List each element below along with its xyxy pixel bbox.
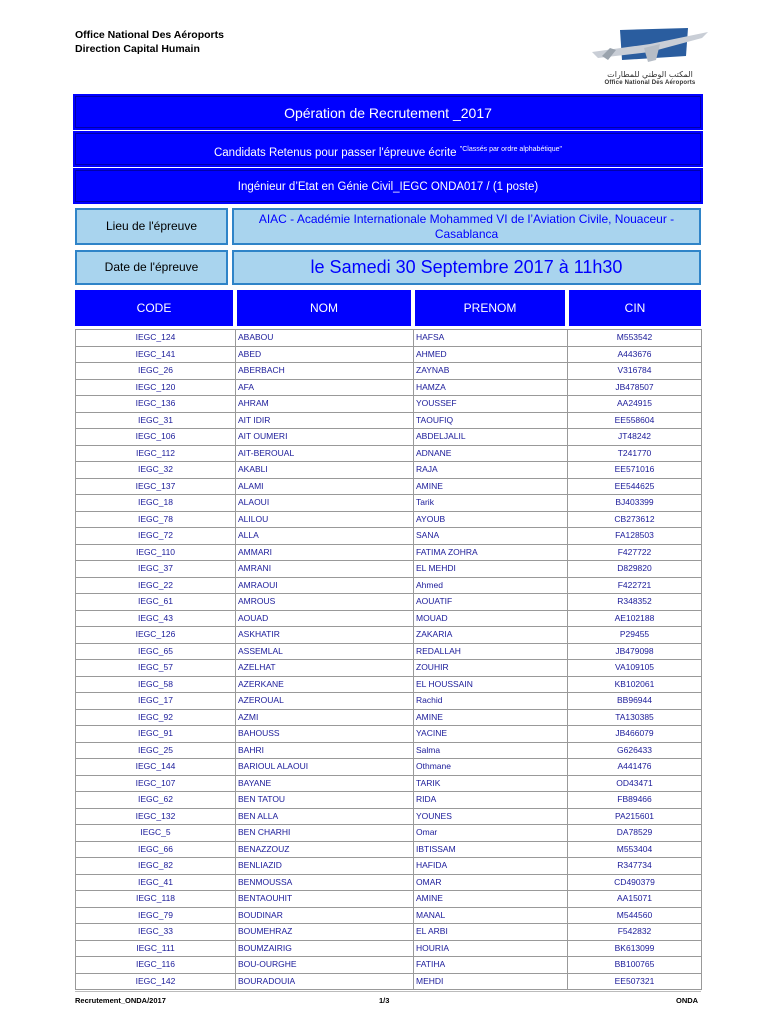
cell-prenom: SANA: [414, 528, 568, 545]
table-row: [76, 330, 702, 347]
cell-cin: F542832: [568, 924, 702, 941]
cell-prenom: YOUNES: [414, 808, 568, 825]
cell-nom: BEN ALLA: [236, 808, 414, 825]
cell-cin: F422721: [568, 577, 702, 594]
cell-code: IEGC_120: [76, 379, 236, 396]
cell-prenom: AYOUB: [414, 511, 568, 528]
cell-code: IEGC_18: [76, 495, 236, 512]
cell-nom: BOUMZAIRIG: [236, 940, 414, 957]
table-row: [76, 858, 702, 875]
cell-prenom: HAFIDA: [414, 858, 568, 875]
table-row: [76, 676, 702, 693]
cell-nom: BENLIAZID: [236, 858, 414, 875]
cell-prenom: IBTISSAM: [414, 841, 568, 858]
cell-prenom: ZOUHIR: [414, 660, 568, 677]
cell-cin: JB479098: [568, 643, 702, 660]
cell-nom: ASKHATIR: [236, 627, 414, 644]
cell-code: IEGC_142: [76, 973, 236, 990]
cell-cin: EE544625: [568, 478, 702, 495]
table-row: [76, 940, 702, 957]
table-row: [76, 511, 702, 528]
table-row: [76, 561, 702, 578]
cell-cin: CD490379: [568, 874, 702, 891]
cell-nom: AMRAOUI: [236, 577, 414, 594]
cell-prenom: ZAKARIA: [414, 627, 568, 644]
cell-cin: AE102188: [568, 610, 702, 627]
table-row: [76, 759, 702, 776]
cell-code: IEGC_26: [76, 363, 236, 380]
cell-nom: AZEROUAL: [236, 693, 414, 710]
cell-cin: M553404: [568, 841, 702, 858]
cell-code: IEGC_62: [76, 792, 236, 809]
footer-reference: Recrutement_ONDA/2017: [75, 996, 166, 1005]
table-row: [76, 495, 702, 512]
table-row: [76, 726, 702, 743]
cell-nom: BEN CHARHI: [236, 825, 414, 842]
cell-nom: ALILOU: [236, 511, 414, 528]
cell-nom: AOUAD: [236, 610, 414, 627]
cell-code: IEGC_106: [76, 429, 236, 446]
cell-code: IEGC_124: [76, 330, 236, 347]
cell-code: IEGC_43: [76, 610, 236, 627]
cell-code: IEGC_116: [76, 957, 236, 974]
cell-prenom: AMINE: [414, 891, 568, 908]
header-nom: NOM: [237, 290, 411, 326]
cell-cin: CB273612: [568, 511, 702, 528]
cell-prenom: MANAL: [414, 907, 568, 924]
airplane-logo-icon: [590, 26, 710, 70]
cell-code: IEGC_82: [76, 858, 236, 875]
cell-prenom: HOURIA: [414, 940, 568, 957]
cell-prenom: TARIK: [414, 775, 568, 792]
cell-nom: BAHRI: [236, 742, 414, 759]
cell-code: IEGC_22: [76, 577, 236, 594]
table-row: [76, 874, 702, 891]
logo-french-text: Office National Des Aéroports: [604, 80, 696, 86]
footer-divider: [75, 991, 701, 992]
cell-code: IEGC_79: [76, 907, 236, 924]
cell-cin: OD43471: [568, 775, 702, 792]
cell-cin: JB478507: [568, 379, 702, 396]
cell-nom: BAYANE: [236, 775, 414, 792]
cell-cin: A441476: [568, 759, 702, 776]
table-row: [76, 973, 702, 990]
cell-cin: PA215601: [568, 808, 702, 825]
cell-code: IEGC_92: [76, 709, 236, 726]
cell-prenom: REDALLAH: [414, 643, 568, 660]
table-row: [76, 379, 702, 396]
cell-nom: AHRAM: [236, 396, 414, 413]
cell-nom: AMROUS: [236, 594, 414, 611]
cell-code: IEGC_111: [76, 940, 236, 957]
cell-nom: AIT IDIR: [236, 412, 414, 429]
table-row: [76, 841, 702, 858]
table-row: [76, 643, 702, 660]
cell-cin: JB466079: [568, 726, 702, 743]
onda-logo: [590, 26, 710, 84]
table-row: [76, 577, 702, 594]
cell-nom: ALLA: [236, 528, 414, 545]
date-value: le Samedi 30 Septembre 2017 à 11h30: [232, 250, 701, 285]
cell-prenom: TAOUFIQ: [414, 412, 568, 429]
cell-cin: AA24915: [568, 396, 702, 413]
cell-cin: M544560: [568, 907, 702, 924]
cell-nom: AIT-BEROUAL: [236, 445, 414, 462]
cell-prenom: EL HOUSSAIN: [414, 676, 568, 693]
cell-cin: M553542: [568, 330, 702, 347]
org-department: Direction Capital Humain: [75, 43, 200, 55]
cell-code: IEGC_126: [76, 627, 236, 644]
cell-code: IEGC_107: [76, 775, 236, 792]
cell-cin: EE558604: [568, 412, 702, 429]
cell-cin: R348352: [568, 594, 702, 611]
cell-code: IEGC_91: [76, 726, 236, 743]
cell-code: IEGC_5: [76, 825, 236, 842]
table-row: [76, 396, 702, 413]
cell-prenom: FATIMA ZOHRA: [414, 544, 568, 561]
cell-code: IEGC_17: [76, 693, 236, 710]
cell-cin: DA78529: [568, 825, 702, 842]
cell-code: IEGC_32: [76, 462, 236, 479]
cell-nom: BOUDINAR: [236, 907, 414, 924]
table-row: [76, 627, 702, 644]
cell-code: IEGC_137: [76, 478, 236, 495]
cell-code: IEGC_112: [76, 445, 236, 462]
org-name: Office National Des Aéroports: [75, 29, 224, 41]
subtitle-note: "Classés par ordre alphabétique": [459, 146, 563, 153]
header-code: CODE: [75, 290, 233, 326]
cell-prenom: ZAYNAB: [414, 363, 568, 380]
table-row: [76, 478, 702, 495]
cell-nom: AIT OUMERI: [236, 429, 414, 446]
cell-code: IEGC_41: [76, 874, 236, 891]
cell-code: IEGC_78: [76, 511, 236, 528]
cell-cin: BB96944: [568, 693, 702, 710]
cell-nom: AFA: [236, 379, 414, 396]
table-row: [76, 775, 702, 792]
cell-code: IEGC_25: [76, 742, 236, 759]
cell-cin: BJ403399: [568, 495, 702, 512]
cell-code: IEGC_65: [76, 643, 236, 660]
recruitment-title: Opération de Recrutement _2017: [75, 96, 701, 128]
cell-cin: F427722: [568, 544, 702, 561]
cell-code: IEGC_57: [76, 660, 236, 677]
cell-cin: T241770: [568, 445, 702, 462]
table-row: [76, 462, 702, 479]
cell-code: IEGC_118: [76, 891, 236, 908]
cell-cin: BK613099: [568, 940, 702, 957]
lieu-value: AIAC - Académie Internationale Mohammed VI de l’Aviation Civile, Nouaceur - Casablanca: [232, 208, 701, 245]
cell-prenom: OMAR: [414, 874, 568, 891]
cell-nom: AMMARI: [236, 544, 414, 561]
date-label: Date de l'épreuve: [75, 250, 228, 285]
cell-prenom: ADNANE: [414, 445, 568, 462]
cell-cin: P29455: [568, 627, 702, 644]
cell-code: IEGC_31: [76, 412, 236, 429]
subtitle-main: Candidats Retenus pour passer l'épreuve écrite: [213, 146, 460, 159]
cell-cin: VA109105: [568, 660, 702, 677]
cell-nom: AZERKANE: [236, 676, 414, 693]
cell-cin: EE571016: [568, 462, 702, 479]
table-row: [76, 792, 702, 809]
cell-prenom: AHMED: [414, 346, 568, 363]
cell-prenom: HAMZA: [414, 379, 568, 396]
candidates-subtitle: [75, 133, 701, 165]
cell-prenom: Tarik: [414, 495, 568, 512]
cell-nom: ASSEMLAL: [236, 643, 414, 660]
footer-org: ONDA: [676, 996, 699, 1005]
cell-nom: BOUMEHRAZ: [236, 924, 414, 941]
cell-prenom: Salma: [414, 742, 568, 759]
logo-arabic-text: المكتب الوطني للمطارات: [607, 70, 693, 79]
candidates-table: [75, 329, 702, 990]
cell-nom: BENMOUSSA: [236, 874, 414, 891]
cell-code: IEGC_37: [76, 561, 236, 578]
cell-prenom: RIDA: [414, 792, 568, 809]
cell-cin: V316784: [568, 363, 702, 380]
header-cin: CIN: [569, 290, 701, 326]
table-row: [76, 742, 702, 759]
cell-nom: BENAZZOUZ: [236, 841, 414, 858]
cell-nom: ABABOU: [236, 330, 414, 347]
position-title: Ingénieur d’Etat en Génie Civil_IEGC ONDA017 / (1 poste): [75, 170, 701, 202]
cell-code: IEGC_144: [76, 759, 236, 776]
cell-prenom: YACINE: [414, 726, 568, 743]
cell-prenom: YOUSSEF: [414, 396, 568, 413]
cell-cin: R347734: [568, 858, 702, 875]
cell-nom: BEN TATOU: [236, 792, 414, 809]
cell-cin: BB100765: [568, 957, 702, 974]
table-row: [76, 594, 702, 611]
cell-prenom: Rachid: [414, 693, 568, 710]
table-row: [76, 924, 702, 941]
table-row: [76, 891, 702, 908]
cell-cin: FB89466: [568, 792, 702, 809]
cell-cin: FA128503: [568, 528, 702, 545]
cell-cin: D829820: [568, 561, 702, 578]
cell-prenom: EL MEHDI: [414, 561, 568, 578]
header-prenom: PRENOM: [415, 290, 565, 326]
cell-cin: G626433: [568, 742, 702, 759]
table-row: [76, 957, 702, 974]
table-row: [76, 412, 702, 429]
cell-nom: AMRANI: [236, 561, 414, 578]
cell-nom: ALAMI: [236, 478, 414, 495]
cell-nom: ALAOUI: [236, 495, 414, 512]
cell-code: IEGC_66: [76, 841, 236, 858]
cell-cin: EE507321: [568, 973, 702, 990]
table-row: [76, 445, 702, 462]
table-row: [76, 544, 702, 561]
cell-prenom: AOUATIF: [414, 594, 568, 611]
cell-code: IEGC_132: [76, 808, 236, 825]
cell-nom: BOURADOUIA: [236, 973, 414, 990]
cell-nom: BENTAOUHIT: [236, 891, 414, 908]
table-row: [76, 907, 702, 924]
cell-prenom: FATIHA: [414, 957, 568, 974]
table-row: [76, 825, 702, 842]
organization-header: [75, 28, 224, 56]
table-row: [76, 808, 702, 825]
cell-prenom: ABDELJALIL: [414, 429, 568, 446]
cell-prenom: AMINE: [414, 709, 568, 726]
cell-nom: ABERBACH: [236, 363, 414, 380]
cell-nom: BARIOUL ALAOUI: [236, 759, 414, 776]
table-row: [76, 610, 702, 627]
cell-prenom: EL ARBI: [414, 924, 568, 941]
cell-nom: AKABLI: [236, 462, 414, 479]
table-row: [76, 709, 702, 726]
cell-code: IEGC_141: [76, 346, 236, 363]
cell-prenom: HAFSA: [414, 330, 568, 347]
cell-nom: BOU-OURGHE: [236, 957, 414, 974]
cell-cin: KB102061: [568, 676, 702, 693]
cell-nom: BAHOUSS: [236, 726, 414, 743]
table-row: [76, 346, 702, 363]
cell-prenom: AMINE: [414, 478, 568, 495]
table-row: [76, 693, 702, 710]
table-row: [76, 363, 702, 380]
cell-code: IEGC_136: [76, 396, 236, 413]
cell-code: IEGC_58: [76, 676, 236, 693]
cell-prenom: MOUAD: [414, 610, 568, 627]
cell-nom: AZELHAT: [236, 660, 414, 677]
lieu-label: Lieu de l'épreuve: [75, 208, 228, 245]
cell-prenom: MEHDI: [414, 973, 568, 990]
table-row: [76, 429, 702, 446]
cell-code: IEGC_61: [76, 594, 236, 611]
cell-cin: A443676: [568, 346, 702, 363]
page-number: 1/3: [379, 996, 390, 1005]
cell-prenom: Ahmed: [414, 577, 568, 594]
cell-cin: AA15071: [568, 891, 702, 908]
cell-code: IEGC_72: [76, 528, 236, 545]
cell-nom: AZMI: [236, 709, 414, 726]
cell-code: IEGC_110: [76, 544, 236, 561]
cell-code: IEGC_33: [76, 924, 236, 941]
cell-cin: JT48242: [568, 429, 702, 446]
table-row: [76, 660, 702, 677]
cell-prenom: RAJA: [414, 462, 568, 479]
cell-prenom: Othmane: [414, 759, 568, 776]
cell-nom: ABED: [236, 346, 414, 363]
cell-cin: TA130385: [568, 709, 702, 726]
table-row: [76, 528, 702, 545]
cell-prenom: Omar: [414, 825, 568, 842]
